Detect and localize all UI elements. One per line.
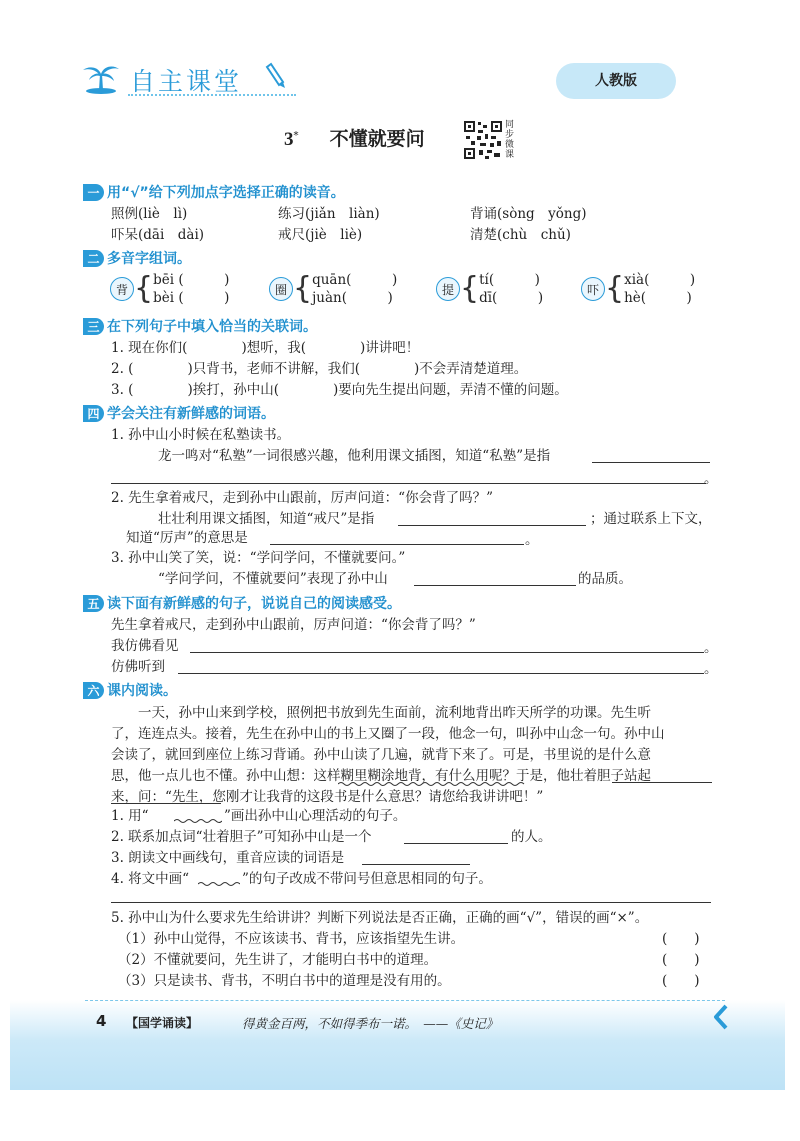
poly-reading-b: juàn( ) bbox=[312, 290, 393, 306]
answer-line[interactable] bbox=[414, 585, 576, 586]
s5-line-3: 仿佛听到 bbox=[111, 659, 165, 675]
judge-1-text: （1）孙中山觉得，不应该读书、背书，应该指望先生讲。 bbox=[118, 931, 465, 947]
s4-line-6a: 知道“厉声”的意思是 bbox=[126, 530, 248, 546]
passage-line: 来，问：“先生，您刚才让我背的这段书是什么意思？请您给我讲讲吧！” bbox=[111, 789, 544, 805]
straight-underline bbox=[612, 782, 712, 783]
footer-tag: 【国学诵读】 bbox=[126, 1016, 199, 1030]
lesson-name: 不懂就要问 bbox=[329, 128, 425, 150]
s5-end-1: 。 bbox=[704, 640, 718, 656]
answer-line[interactable] bbox=[592, 462, 710, 463]
brace-icon: { bbox=[293, 271, 313, 306]
page-number: 4 bbox=[96, 1012, 107, 1030]
chevron-left-icon bbox=[712, 1004, 730, 1030]
wavy-underline bbox=[338, 781, 528, 787]
section-3-header bbox=[83, 317, 317, 335]
q4-a: 4. 将文中画“ bbox=[111, 871, 190, 887]
passage-line: 会读了，就回到座位上练习背诵。孙中山读了几遍，就背下来了。可是，书里说的是什么意 bbox=[111, 747, 651, 763]
section-2-header bbox=[83, 249, 191, 267]
q1-b: ”画出孙中山心理活动的句子。 bbox=[224, 808, 407, 824]
section-3-title: 在下列句子中填入恰当的关联词。 bbox=[107, 319, 317, 335]
reading-passage bbox=[111, 703, 717, 808]
s1-item-5: 戒尺(jiè liè) bbox=[278, 227, 363, 243]
s4-line-4: 2. 先生拿着戒尺，走到孙中山跟前，厉声问道：“你会背了吗？” bbox=[111, 490, 493, 506]
wavy-sample bbox=[198, 881, 240, 887]
passage-line: 思，他一点儿也不懂。孙中山想：这样糊里糊涂地背，有什么用呢？于是，他壮着胆子站起 bbox=[111, 768, 651, 784]
section-4-header bbox=[83, 404, 275, 422]
s1-item-3: 背诵(sòng yǒng) bbox=[470, 206, 587, 222]
q2-b: 的人。 bbox=[511, 829, 552, 845]
judge-1-box[interactable]: ( ) bbox=[662, 931, 700, 947]
q3: 3. 朗读文中画线句，重音应读的词语是 bbox=[111, 850, 345, 866]
edition-badge bbox=[556, 63, 676, 99]
answer-line[interactable] bbox=[404, 843, 508, 844]
section-1-header bbox=[83, 183, 345, 201]
header bbox=[80, 58, 300, 100]
qr-caption: 同步微课 bbox=[505, 120, 515, 160]
answer-line[interactable] bbox=[398, 525, 586, 526]
poly-group-4 bbox=[581, 271, 695, 307]
poly-group-2 bbox=[269, 271, 397, 307]
poly-reading-b: dī( ) bbox=[479, 290, 544, 306]
s4-line-7: 3. 孙中山笑了笑，说：“学问学问，不懂就要问。” bbox=[111, 550, 406, 566]
q2-a: 2. 联系加点词“壮着胆子”可知孙中山是一个 bbox=[111, 829, 372, 845]
brace-icon: { bbox=[605, 271, 625, 306]
judge-3-text: （3）只是读书、背书，不明白书中的道理是没有用的。 bbox=[118, 973, 451, 989]
s1-item-2: 练习(jiǎn liàn) bbox=[278, 206, 380, 222]
poly-char: 提 bbox=[436, 277, 460, 301]
answer-line[interactable] bbox=[178, 673, 704, 674]
logo-text: 自主课堂 bbox=[130, 67, 243, 96]
brace-icon: { bbox=[460, 271, 480, 306]
poly-char: 背 bbox=[110, 277, 134, 301]
s4-line-5b: ；通过联系上下文， bbox=[590, 511, 712, 527]
s1-item-4: 吓呆(dāi dài) bbox=[111, 227, 205, 243]
pencil-icon bbox=[265, 60, 291, 90]
passage-line: 了，连连点头。接着，先生在孙中山的书上又圈了一段，他念一句，叫孙中山念一句。孙中山 bbox=[111, 726, 665, 742]
judge-2-box[interactable]: ( ) bbox=[662, 952, 700, 968]
answer-line[interactable] bbox=[362, 864, 470, 865]
wavy-sample bbox=[174, 818, 222, 824]
poly-reading-b: bèi ( ) bbox=[153, 290, 230, 306]
poly-char: 吓 bbox=[581, 277, 605, 301]
s1-item-6: 清楚(chù chǔ) bbox=[470, 227, 571, 243]
s3-line-1: 1. 现在你们( )想听，我( )讲讲吧！ bbox=[111, 340, 420, 356]
q1-a: 1. 用“ bbox=[111, 808, 149, 824]
straight-underline bbox=[111, 803, 221, 804]
qr-code-icon bbox=[463, 120, 503, 160]
footer-divider bbox=[85, 1000, 725, 1001]
s3-line-3: 3. ( )挨打，孙中山( )要向先生提出问题，弄清不懂的问题。 bbox=[111, 382, 568, 398]
lesson-number: 3 bbox=[284, 129, 294, 150]
section-5-title: 读下面有新鲜感的句子，说说自己的阅读感受。 bbox=[107, 596, 401, 612]
s4-line-6b: 。 bbox=[525, 532, 539, 548]
palm-tree-icon bbox=[80, 60, 122, 94]
poly-reading-a: quān( ) bbox=[312, 272, 398, 288]
section-4-title: 学会关注有新鲜感的词语。 bbox=[107, 406, 275, 422]
judge-3-box[interactable]: ( ) bbox=[662, 973, 700, 989]
section-5-number: 五 bbox=[83, 595, 104, 612]
s4-line-8b: 的品质。 bbox=[578, 571, 632, 587]
section-3-number: 三 bbox=[83, 318, 104, 335]
poly-reading-a: xià( ) bbox=[624, 272, 696, 288]
passage-line: 一天，孙中山来到学校，照例把书放到先生面前，流利地背出昨天所学的功课。先生听 bbox=[111, 705, 651, 721]
section-1-number: 一 bbox=[83, 184, 104, 201]
s1-item-1: 照例(liè lì) bbox=[111, 206, 188, 222]
edition-label: 人教版 bbox=[595, 73, 637, 89]
s4-line-5a: 壮壮利用课文插图，知道“戒尺”是指 bbox=[158, 511, 375, 527]
footer-quote: 得黄金百两，不如得季布一诺。 ——《史记》 bbox=[242, 1016, 499, 1031]
s5-line-1: 先生拿着戒尺，走到孙中山跟前，厉声问道：“你会背了吗？” bbox=[111, 617, 476, 633]
lesson-mark: * bbox=[293, 130, 299, 142]
answer-line[interactable] bbox=[270, 544, 524, 545]
s4-line-1: 1. 孙中山小时候在私塾读书。 bbox=[111, 427, 291, 443]
section-4-number: 四 bbox=[83, 405, 104, 422]
poly-reading-a: tí( ) bbox=[479, 272, 540, 288]
answer-line[interactable] bbox=[111, 483, 706, 484]
poly-char: 圈 bbox=[269, 277, 293, 301]
section-1-title: 用“√”给下列加点字选择正确的读音。 bbox=[107, 185, 345, 201]
answer-line[interactable] bbox=[111, 902, 711, 903]
s4-line-8a: “学问学问，不懂就要问”表现了孙中山 bbox=[158, 571, 388, 587]
section-2-title: 多音字组词。 bbox=[107, 251, 191, 267]
s5-end-2: 。 bbox=[704, 661, 718, 677]
section-6-number: 六 bbox=[83, 682, 104, 699]
header-dotted-line bbox=[128, 94, 296, 96]
s4-line-2: 龙一鸣对“私塾”一词很感兴趣，他利用课文插图，知道“私塾”是指 bbox=[158, 448, 551, 464]
lesson-title bbox=[284, 124, 425, 154]
judge-2-text: （2）不懂就要问，先生讲了，才能明白书中的道理。 bbox=[118, 952, 438, 968]
answer-line[interactable] bbox=[190, 652, 704, 653]
poly-reading-b: hè( ) bbox=[624, 290, 692, 306]
q5: 5. 孙中山为什么要求先生给讲讲？判断下列说法是否正确，正确的画“√”，错误的画“×”。 bbox=[111, 910, 649, 926]
section-2-number: 二 bbox=[83, 250, 104, 267]
brace-icon: { bbox=[134, 271, 154, 306]
s4-line-3: 。 bbox=[704, 471, 718, 487]
s5-line-2: 我仿佛看见 bbox=[111, 638, 179, 654]
q4-b: ”的句子改成不带问号但意思相同的句子。 bbox=[242, 871, 492, 887]
section-6-header bbox=[83, 681, 177, 699]
section-5-header bbox=[83, 594, 401, 612]
section-6-title: 课内阅读。 bbox=[107, 683, 177, 699]
s3-line-2: 2. ( )只背书，老师不讲解，我们( )不会弄清楚道理。 bbox=[111, 361, 528, 377]
poly-reading-a: bēi ( ) bbox=[153, 272, 230, 288]
poly-group-1 bbox=[110, 271, 229, 307]
poly-group-3 bbox=[436, 271, 543, 307]
